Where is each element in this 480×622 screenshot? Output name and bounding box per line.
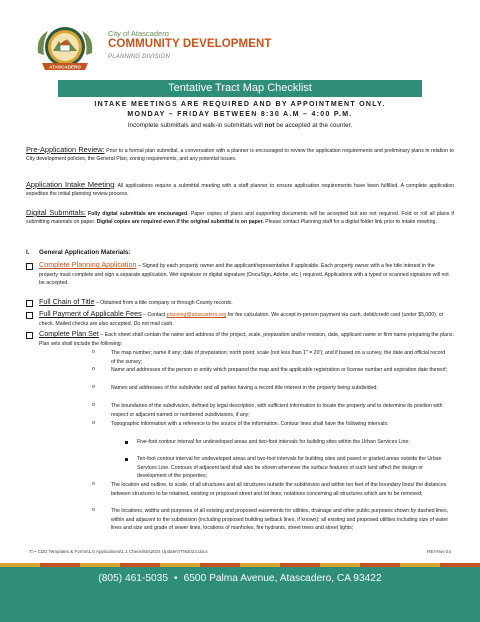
footer-separator: • <box>174 573 178 584</box>
bullet-ten-foot-contour: Ten-foot contour interval for undeveloped areas and two-foot intervals for building sites and paved or graded areas outside the Urban Services Line. Contours of adjacent land shall also be shown whenever the surface features of such land affect the design or development of the properties; <box>137 456 442 480</box>
document-title: Tentative Tract Map Checklist <box>58 80 422 97</box>
sub-item-marker: o <box>92 481 95 487</box>
seal-banner-text: ATASCADERO <box>49 64 81 70</box>
section-heading <box>26 249 131 256</box>
footer-address: 6500 Palma Avenue, Atascadero, CA 93422 <box>183 573 382 584</box>
digital-submittals-paragraph <box>26 209 454 226</box>
pre-application-heading: Pre-Application Review: <box>26 145 105 154</box>
sub-item-topography: Topographic information with a reference to the source of the information. Contour lines shall have the following intervals: <box>111 421 389 427</box>
pre-application-text: Prior to a formal plan submittal, a conversation with a planner is encouraged to review the application requirements and preliminary plans in relation to City development policies, the General Plan, zoning requirements, and any potential issues. <box>26 148 454 162</box>
intake-notice-line-2: MONDAY – FRIDAY BETWEEN 8:30 A.M – 4:00 P.M. <box>127 111 353 118</box>
intake-notice-emphasis: not <box>264 122 275 129</box>
division-name: PLANNING DIVISION <box>108 54 171 60</box>
sub-item-marker: o <box>92 420 95 426</box>
intake-notice-line-1: INTAKE MEETINGS ARE REQUIRED AND BY APPOINTMENT ONLY. <box>94 101 386 108</box>
city-seal-logo <box>34 23 96 75</box>
checklist-item-planning-application <box>39 261 455 288</box>
sub-item-marker: o <box>92 366 95 372</box>
sub-item-map-number: The map number; name if any; date of preparation; north point; scale (not less than 1" = 20'); and if based on a survey, the date and official record of the survey; <box>111 350 446 365</box>
digital-submittals-heading: Digital Submittals: <box>26 208 86 217</box>
intake-meeting-heading: Application Intake Meeting <box>26 180 115 189</box>
bullet-five-foot-contour: Five-foot contour interval for undeveloped areas and two-foot intervals for building sites within the Urban Services Line; <box>137 439 410 445</box>
sub-item-marker: o <box>92 507 95 513</box>
contact-footer-bar <box>0 563 480 622</box>
checkbox-chain-of-title[interactable] <box>26 300 33 307</box>
bullet-square-icon <box>125 458 128 461</box>
sub-item-marker: o <box>92 402 95 408</box>
checkbox-plan-set[interactable] <box>26 332 33 339</box>
planning-application-text: – Signed by each property owner and the applicant/representative if applicable. Each property owner with a fee title interest in the property must complete and sign a separate application. Wet signature or digital signature (DocuSign, Adobe, etc.) required. Applications with a typed or scanned signature will not be accepted. <box>39 263 449 287</box>
city-name: City of Atascadero <box>108 29 169 38</box>
checklist-item-fees <box>39 310 455 328</box>
digital-submittals-text-2: Please contact Planning staff for a digital folder link prior to intake meeting. <box>263 218 437 225</box>
contact-footer-text <box>0 573 480 584</box>
checkbox-planning-application[interactable] <box>26 263 33 270</box>
fees-text-2: for fee calculation. We accept in-person payment via cash, debit/credit card (under $5,000), or check. Mailed checks are also accepted. Do not mail cash. <box>39 312 444 327</box>
digital-submittals-text-1: . Paper copies of plans and supporting documents will be accepted but are not required. Fold or roll all plans if submitting materials on paper. <box>26 211 454 225</box>
sub-item-preparer: Name and addresses of the person or entity which prepared the map and the applicable registration or license number and expiration date thereof; <box>111 367 447 373</box>
planning-email-link[interactable]: planning@atascadero.org <box>166 312 227 318</box>
fees-text: – Contact <box>141 312 167 318</box>
footer-phone[interactable]: (805) 461-5035 <box>98 573 169 584</box>
digital-submittals-bold-1: Fully digital submittals are encouraged <box>85 211 188 217</box>
sub-item-marker: o <box>92 384 95 390</box>
intake-notice-text-a: Incomplete submittals and walk-in submittals will <box>127 122 265 129</box>
pre-application-paragraph <box>26 146 454 163</box>
intake-notice-text-c: be accepted at the counter. <box>274 122 353 129</box>
sub-item-easements: The locations, widths and purposes of all existing and proposed easements for utilities, drainage and other public purposes shown by dashed lines, within and adjacent to the subdivision (including proposed building setback lines, if known); all existing and proposed utilities including size of water lines and size and grade of sewer lines, locations of manholes, fire hydrants, street trees and street lights; <box>111 508 449 532</box>
intake-meeting-paragraph <box>26 181 454 198</box>
chain-of-title-heading: Full Chain of Title <box>39 297 95 306</box>
footer-revision: REVNov-24 <box>427 549 451 554</box>
intake-meeting-text: : All applications require a submittal meeting with a staff planner to ensure application requirements have been fulfilled. A complete application expedites the initial planning review process. <box>26 183 454 197</box>
sub-item-boundaries: The boundaries of the subdivision, defined by legal description, with sufficient information to locate the property and to determine its position with respect or adjacent named or numbered subdivisions, if any; <box>111 403 443 418</box>
footer-file-path: T:\~ CDD Templates & Forms\1.0 Applications\1.1 Checklists\2024 Update\TTM2024.docx <box>29 549 208 554</box>
checklist-item-chain-of-title <box>39 298 455 308</box>
bullet-square-icon <box>125 441 128 444</box>
plan-set-heading: Complete Plan Set <box>39 329 99 338</box>
sub-item-subdivider: Names and addresses of the subdivider and all parties having a record title interest in the property being subdivided; <box>111 385 378 391</box>
section-number: I. <box>26 249 30 256</box>
section-title: General Application Materials: <box>39 249 131 256</box>
footer-pattern-stripe <box>0 563 480 567</box>
digital-submittals-bold-2: Digital copies are required even if the original submittal is on paper. <box>96 218 264 225</box>
checkbox-fees[interactable] <box>26 312 33 319</box>
plan-set-text: – Each sheet shall contain the name and address of the project, scale, preparation and/or revision, date, applicant name or firm name preparing the plans. Plan sets shall include the following: <box>39 332 454 347</box>
checklist-item-plan-set <box>39 330 455 348</box>
intake-notice-line-3 <box>0 122 480 129</box>
sub-item-structures: The location and outline, to scale, of all structures and all structures outside the subdivision and within ten feet of the boundary lines/ the distances between structures to be retained, existing or proposed street and lot lines; notations concerning all structures which are to be removed; <box>111 482 447 497</box>
fees-heading: Full Payment of Applicable Fees <box>39 309 142 318</box>
department-name: COMMUNITY DEVELOPMENT <box>108 38 272 50</box>
planning-application-link[interactable]: Complete Planning Application <box>39 260 137 269</box>
sub-item-marker: o <box>92 349 95 355</box>
chain-of-title-text: – Obtained from a title company or through County records. <box>94 300 233 306</box>
